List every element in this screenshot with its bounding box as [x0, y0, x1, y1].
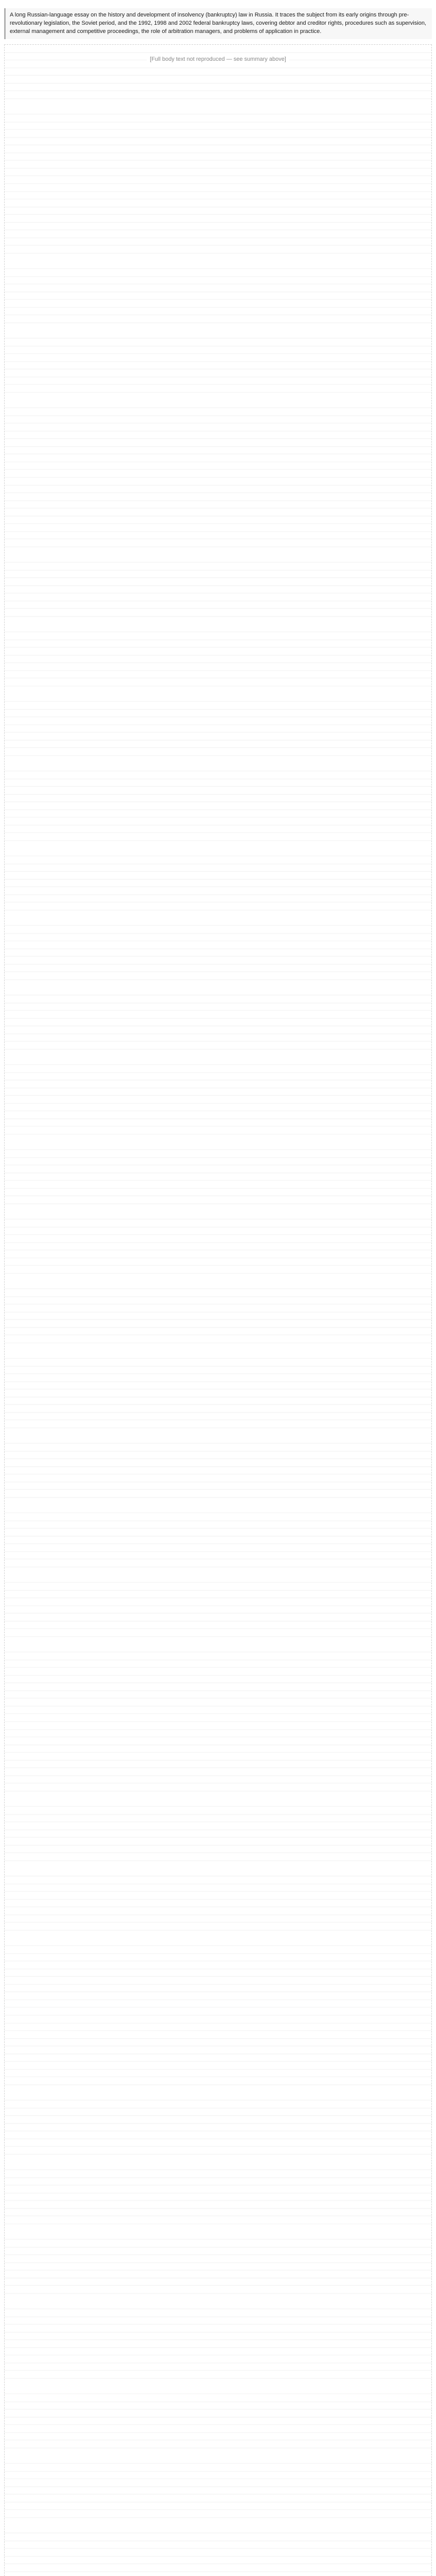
- body-text-placeholder: [4, 44, 432, 2576]
- placeholder-note: [Full body text not reproduced — see summary above]: [147, 55, 289, 63]
- document-summary: A long Russian-language essay on the history and development of insolvency (bankruptcy) law in Russia. It traces the subject from its early origins through pre-revolutionary legislation, the Soviet period, and the 1992, 1998 and 2002 federal bankruptcy laws, covering debtor and creditor rights, procedures such as supervision, external management and competitive proceedings, the role of arbitration managers, and problems of application in practice.: [4, 8, 432, 39]
